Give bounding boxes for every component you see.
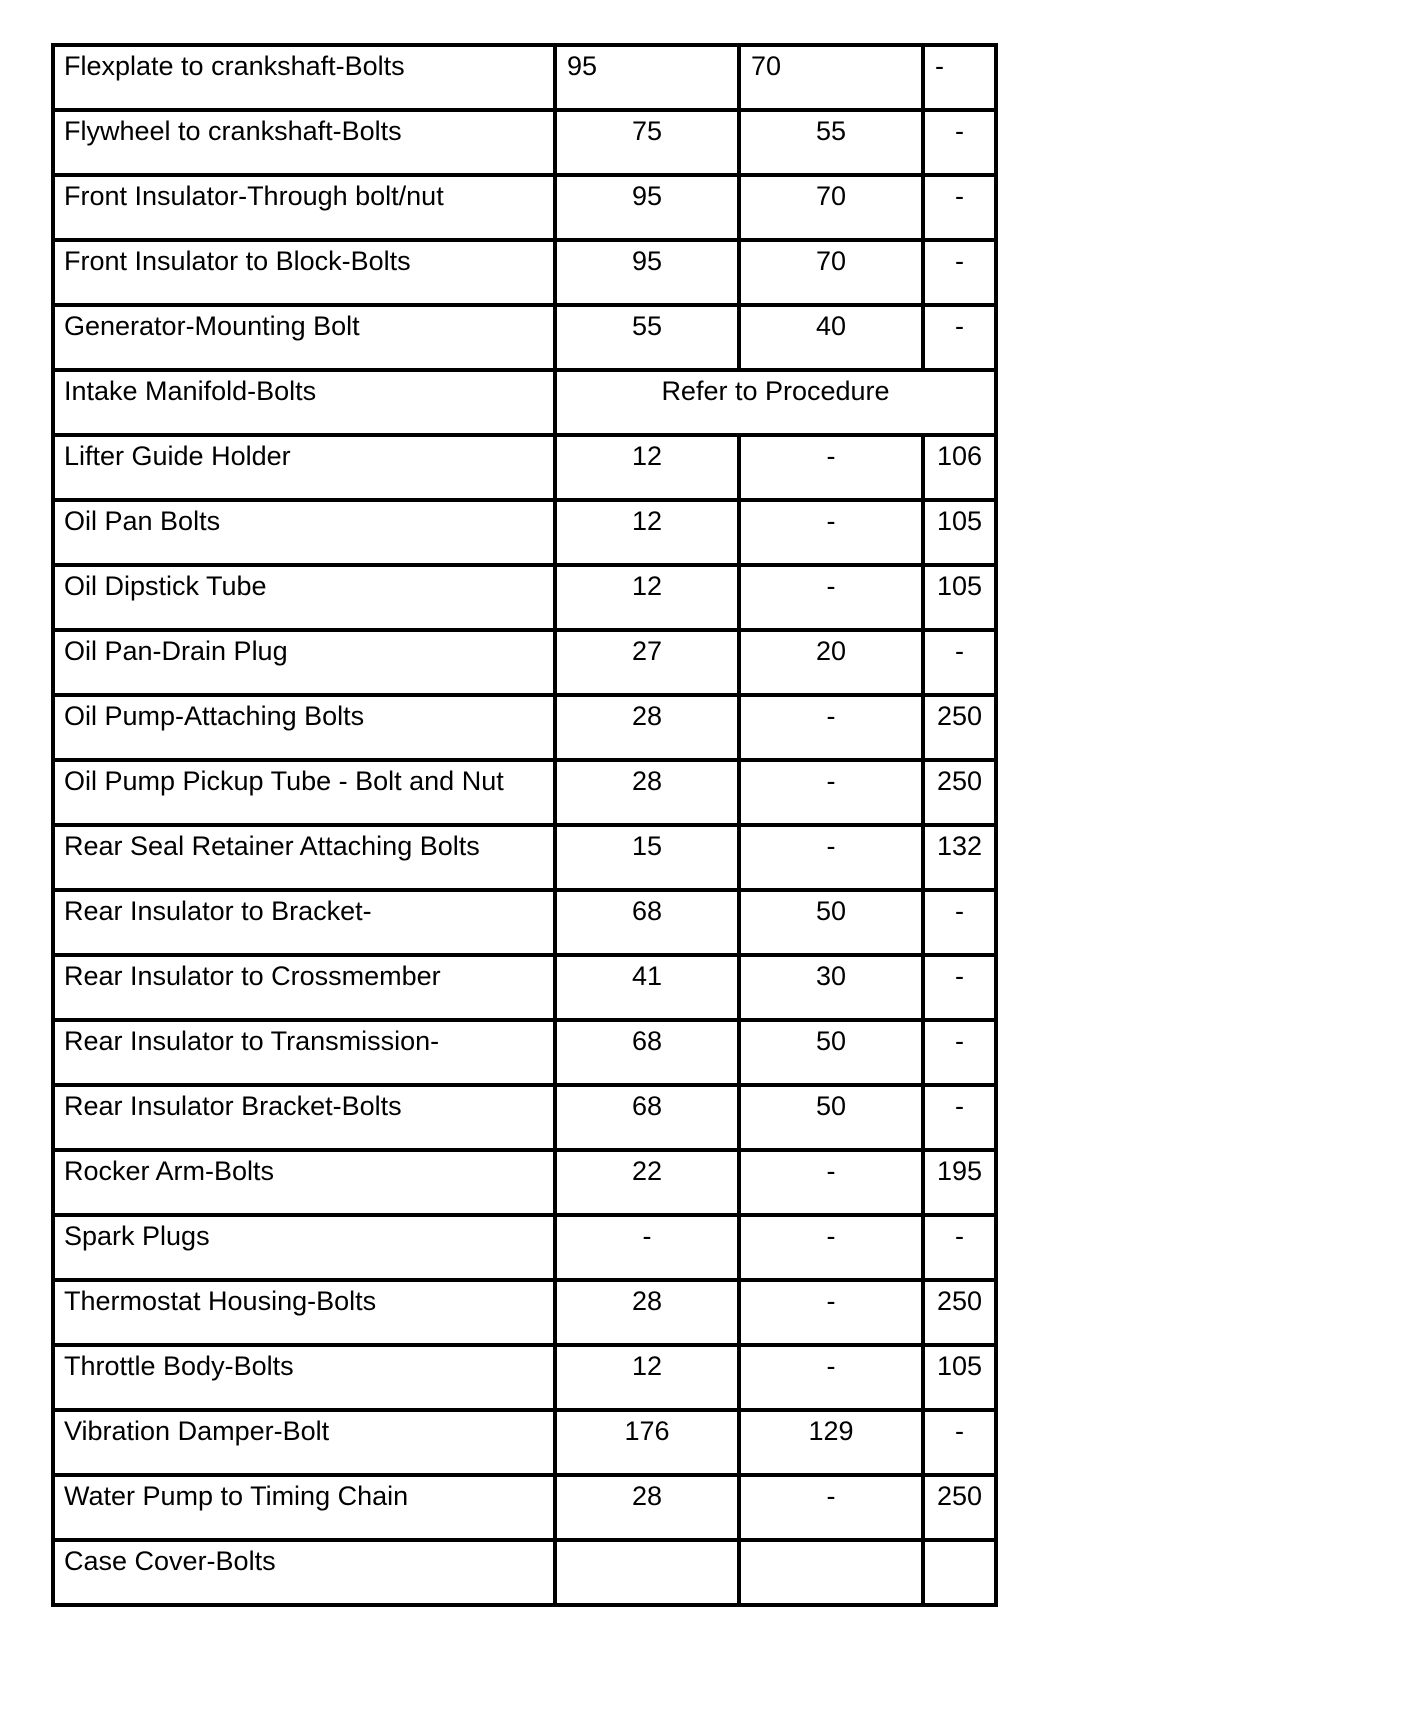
torque-nm-cell: 27: [555, 630, 739, 695]
fastener-description: Rocker Arm-Bolts: [53, 1150, 555, 1215]
torque-ftlbs-cell: 70: [739, 240, 923, 305]
torque-nm-cell: 12: [555, 435, 739, 500]
torque-nm-cell: 68: [555, 1020, 739, 1085]
torque-inlbs-cell: 250: [923, 695, 996, 760]
table-row: [53, 240, 996, 305]
torque-inlbs-cell: 105: [923, 500, 996, 565]
torque-inlbs-cell: 105: [923, 565, 996, 630]
torque-nm-cell: 55: [555, 305, 739, 370]
torque-inlbs-cell: -: [923, 955, 996, 1020]
torque-nm-cell: 95: [555, 45, 739, 110]
table-row: [53, 435, 996, 500]
torque-inlbs-cell: 105: [923, 1345, 996, 1410]
torque-inlbs-cell: [923, 1540, 996, 1605]
fastener-description: Oil Pump-Attaching Bolts: [53, 695, 555, 760]
fastener-description: Oil Pump Pickup Tube - Bolt and Nut: [53, 760, 555, 825]
fastener-description: Thermostat Housing-Bolts: [53, 1280, 555, 1345]
table-row: [53, 1085, 996, 1150]
torque-ftlbs-cell: -: [739, 1215, 923, 1280]
torque-nm-cell: 28: [555, 760, 739, 825]
torque-nm-cell: 68: [555, 1085, 739, 1150]
torque-note: Refer to Procedure: [555, 370, 996, 435]
torque-ftlbs-cell: 30: [739, 955, 923, 1020]
table-row: [53, 500, 996, 565]
table-row: [53, 565, 996, 630]
fastener-description: Front Insulator to Block-Bolts: [53, 240, 555, 305]
torque-inlbs-cell: -: [923, 1215, 996, 1280]
torque-ftlbs-cell: -: [739, 695, 923, 760]
torque-ftlbs-cell: [739, 1540, 923, 1605]
torque-table-body: [53, 45, 996, 1605]
torque-nm-cell: 75: [555, 110, 739, 175]
torque-nm-cell: 12: [555, 500, 739, 565]
torque-ftlbs-cell: -: [739, 565, 923, 630]
torque-nm-cell: 28: [555, 1475, 739, 1540]
fastener-description: Vibration Damper-Bolt: [53, 1410, 555, 1475]
fastener-description: Oil Pan Bolts: [53, 500, 555, 565]
fastener-description: Throttle Body-Bolts: [53, 1345, 555, 1410]
table-row: [53, 1410, 996, 1475]
torque-ftlbs-cell: -: [739, 1150, 923, 1215]
table-row: [53, 955, 996, 1020]
torque-inlbs-cell: -: [923, 1020, 996, 1085]
torque-ftlbs-cell: -: [739, 500, 923, 565]
torque-ftlbs-cell: -: [739, 760, 923, 825]
fastener-description: Intake Manifold-Bolts: [53, 370, 555, 435]
torque-nm-cell: 68: [555, 890, 739, 955]
torque-ftlbs-cell: 20: [739, 630, 923, 695]
torque-inlbs-cell: -: [923, 890, 996, 955]
table-row: [53, 175, 996, 240]
torque-ftlbs-cell: -: [739, 435, 923, 500]
torque-inlbs-cell: 106: [923, 435, 996, 500]
table-row: [53, 695, 996, 760]
table-row: [53, 1280, 996, 1345]
torque-inlbs-cell: -: [923, 45, 996, 110]
fastener-description: Rear Seal Retainer Attaching Bolts: [53, 825, 555, 890]
torque-nm-cell: 176: [555, 1410, 739, 1475]
torque-inlbs-cell: 250: [923, 760, 996, 825]
table-row: [53, 45, 996, 110]
torque-ftlbs-cell: 70: [739, 175, 923, 240]
fastener-description: Generator-Mounting Bolt: [53, 305, 555, 370]
table-row: [53, 1020, 996, 1085]
torque-nm-cell: 12: [555, 565, 739, 630]
fastener-description: Rear Insulator to Bracket-: [53, 890, 555, 955]
table-row: [53, 1540, 996, 1605]
fastener-description: Oil Dipstick Tube: [53, 565, 555, 630]
table-row: [53, 1345, 996, 1410]
torque-ftlbs-cell: 70: [739, 45, 923, 110]
torque-nm-cell: 22: [555, 1150, 739, 1215]
table-row: [53, 1150, 996, 1215]
fastener-description: Flywheel to crankshaft-Bolts: [53, 110, 555, 175]
table-row: [53, 1215, 996, 1280]
fastener-description: Oil Pan-Drain Plug: [53, 630, 555, 695]
torque-inlbs-cell: 132: [923, 825, 996, 890]
torque-inlbs-cell: -: [923, 1410, 996, 1475]
torque-nm-cell: 12: [555, 1345, 739, 1410]
table-row: [53, 110, 996, 175]
table-row: [53, 825, 996, 890]
fastener-description: Water Pump to Timing Chain: [53, 1475, 555, 1540]
torque-inlbs-cell: -: [923, 305, 996, 370]
torque-ftlbs-cell: -: [739, 1345, 923, 1410]
torque-nm-cell: 15: [555, 825, 739, 890]
fastener-description: Rear Insulator Bracket-Bolts: [53, 1085, 555, 1150]
torque-nm-cell: 95: [555, 240, 739, 305]
torque-ftlbs-cell: -: [739, 825, 923, 890]
torque-nm-cell: 41: [555, 955, 739, 1020]
fastener-description: Rear Insulator to Transmission-: [53, 1020, 555, 1085]
fastener-description: Spark Plugs: [53, 1215, 555, 1280]
torque-nm-cell: 95: [555, 175, 739, 240]
torque-ftlbs-cell: 50: [739, 890, 923, 955]
fastener-description: Lifter Guide Holder: [53, 435, 555, 500]
torque-inlbs-cell: 250: [923, 1280, 996, 1345]
torque-ftlbs-cell: -: [739, 1475, 923, 1540]
torque-ftlbs-cell: 40: [739, 305, 923, 370]
torque-ftlbs-cell: 129: [739, 1410, 923, 1475]
torque-nm-cell: -: [555, 1215, 739, 1280]
torque-nm-cell: 28: [555, 1280, 739, 1345]
torque-inlbs-cell: -: [923, 110, 996, 175]
table-row: [53, 1475, 996, 1540]
torque-ftlbs-cell: 50: [739, 1020, 923, 1085]
torque-inlbs-cell: -: [923, 1085, 996, 1150]
torque-ftlbs-cell: 50: [739, 1085, 923, 1150]
torque-inlbs-cell: -: [923, 240, 996, 305]
table-row: [53, 760, 996, 825]
table-row: [53, 630, 996, 695]
torque-inlbs-cell: 195: [923, 1150, 996, 1215]
table-row: [53, 305, 996, 370]
table-row: [53, 890, 996, 955]
table-row: [53, 370, 996, 435]
torque-inlbs-cell: -: [923, 175, 996, 240]
fastener-description: Rear Insulator to Crossmember: [53, 955, 555, 1020]
torque-nm-cell: [555, 1540, 739, 1605]
fastener-description: Front Insulator-Through bolt/nut: [53, 175, 555, 240]
torque-spec-table: [51, 43, 998, 1607]
torque-ftlbs-cell: 55: [739, 110, 923, 175]
torque-inlbs-cell: -: [923, 630, 996, 695]
fastener-description: Case Cover-Bolts: [53, 1540, 555, 1605]
torque-nm-cell: 28: [555, 695, 739, 760]
torque-ftlbs-cell: -: [739, 1280, 923, 1345]
fastener-description: Flexplate to crankshaft-Bolts: [53, 45, 555, 110]
torque-inlbs-cell: 250: [923, 1475, 996, 1540]
